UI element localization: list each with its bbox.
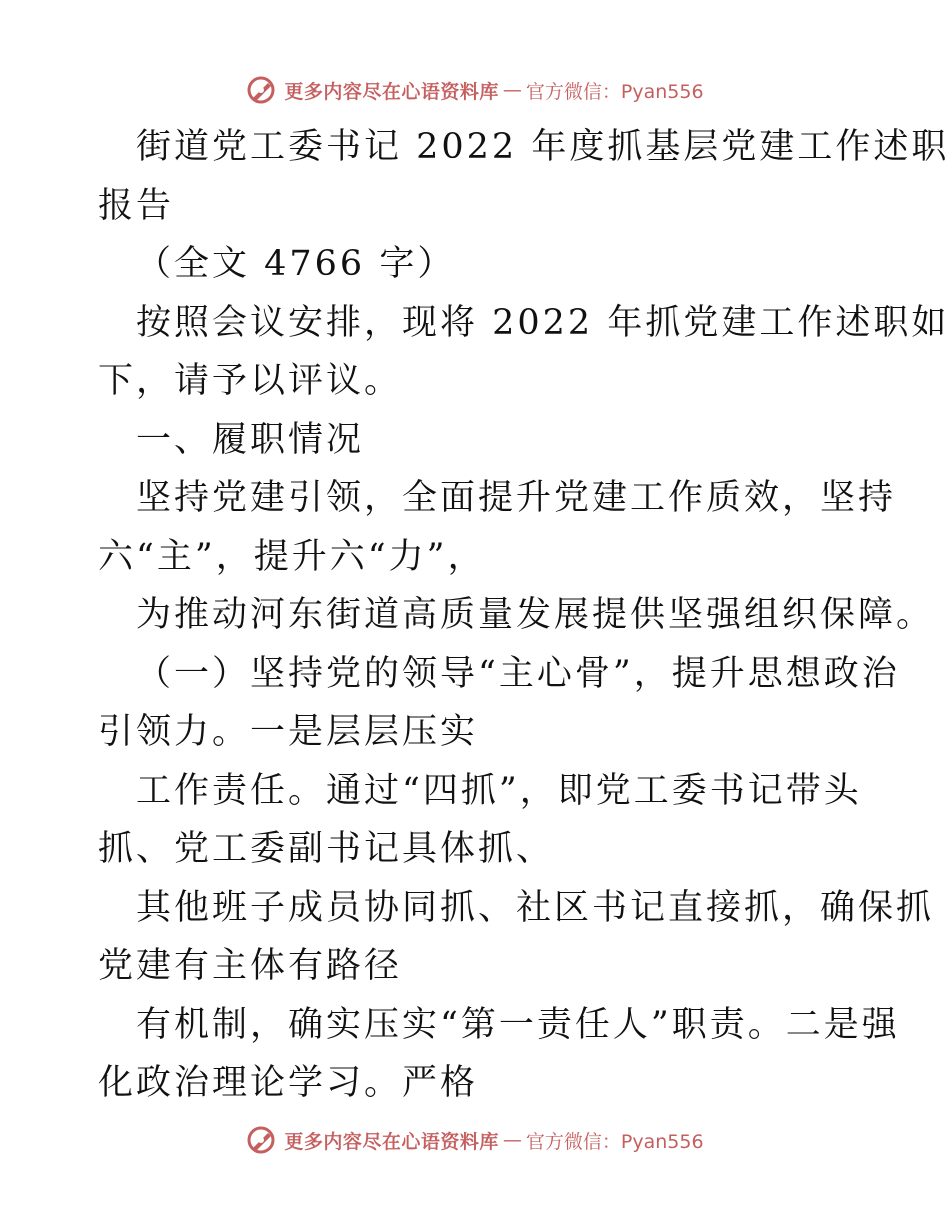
watermark-text: 更多内容尽在心语资料库 xyxy=(284,1130,499,1153)
watermark-contact: 官方微信：Pyan556 xyxy=(525,1130,704,1153)
pen-logo-icon xyxy=(246,75,276,105)
watermark-contact: 官方微信：Pyan556 xyxy=(525,80,704,103)
text-line: （全文 4766 字） xyxy=(136,244,456,284)
text-line: 其他班子成员协同抓、社区书记直接抓，确保抓 xyxy=(136,887,935,928)
pen-logo-icon xyxy=(246,1125,276,1155)
watermark-text: 更多内容尽在心语资料库 xyxy=(284,80,499,103)
text-line: 工作责任。通过“四抓”，即党工委书记带头 xyxy=(136,770,862,811)
text-line: 化政治理论学习。严格 xyxy=(98,1063,479,1103)
watermark-separator: — xyxy=(502,1129,522,1151)
document-body xyxy=(98,118,950,1113)
text-line: 六“主”，提升六“力”， xyxy=(98,536,486,577)
text-line: 街道党工委书记 2022 年度抓基层党建工作述职 xyxy=(136,127,950,167)
text-line: 按照会议安排，现将 2022 年抓党建工作述职如 xyxy=(136,302,950,343)
header-watermark xyxy=(0,70,950,110)
text-line: 抓、党工委副书记具体抓、 xyxy=(98,829,555,869)
text-line: 有机制，确实压实“第一责任人”职责。二是强 xyxy=(136,1004,900,1045)
watermark-separator: — xyxy=(502,79,522,101)
text-line: 坚持党建引领，全面提升党建工作质效，坚持 xyxy=(136,478,897,518)
text-line: （一）坚持党的领导“主心骨”，提升思想政治 xyxy=(136,653,900,694)
text-line: 下，请予以评议。 xyxy=(98,361,403,401)
text-line: 报告 xyxy=(98,185,175,226)
section-heading: 一、履职情况 xyxy=(136,419,365,460)
text-line: 引领力。一是层层压实 xyxy=(98,712,479,752)
text-line: 为推动河东街道高质量发展提供坚强组织保障。 xyxy=(136,595,935,635)
footer-watermark xyxy=(0,1120,950,1160)
text-line: 党建有主体有路径 xyxy=(98,946,403,986)
